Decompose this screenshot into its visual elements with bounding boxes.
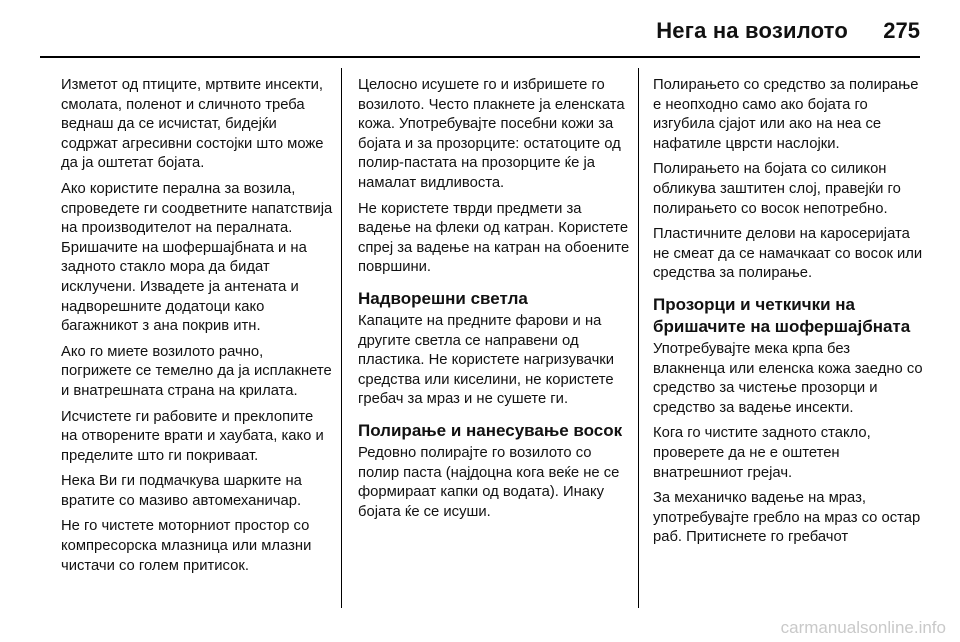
paragraph: Полирањето со средство за полирање е неопходно само ако бојата го изгубила сјајот или ако на неа се нафатиле цврсти наслојки. [653,77,919,152]
paragraph: Ако го миете возилото рачно, погрижете се темелно да ја исплакнете и внатрешната страна на крилата. [61,343,332,399]
section-heading: Надворешни светла [358,288,528,308]
column-divider-1 [341,68,342,608]
text-column-2 [358,76,630,528]
header-divider [40,56,920,58]
paragraph: Ако користите перална за возила, спроведете ги соодветните напатствија на производителот на пералната. Бришачите на шофершајбната и на задното стакло мора да бидат исклучени. Извадете ја антената и надворешните додатоци како багажникот з ана покрив итн. [61,180,333,335]
text-column-1 [61,76,333,582]
paragraph: Редовно полирајте го возилото со полир паста (најдоцна кога веќе не се формираат капки од водата). Инаку бојата ќе се исуши. [358,444,620,520]
paragraph: Не користете тврди предмети за вадење на флеки од катран. Користете спреј за вадење на катран на обоените површини. [358,200,630,276]
text-column-3 [653,76,925,554]
column-divider-2 [638,68,639,608]
paragraph: Исчистете ги рабовите и преклопите на отворените врати и хаубата, како и пределите што ги покриваат. [61,408,324,464]
paragraph: Изметот од птиците, мртвите инсекти, смолата, поленот и сличното треба веднаш да се исчистат, бидејќи содржат агресивни состојки што може да ја оштетат бојата. [61,77,324,172]
page-number: 275 [883,18,920,43]
paragraph: Не го чистете моторниот простор со компресорска млазница или млазни чистачи со голем притисок. [61,518,312,574]
paragraph: Полирањето на бојата со силикон обликува заштитен слој, правејќи го полирањето со восок непотребно. [653,161,901,217]
paragraph: За механичко вадење на мраз, употребувајте гребло на мраз со остар раб. Притиснете го гребачот [653,490,921,546]
paragraph: Употребувајте мека крпа без влакненца или еленска кожа заедно со средство за чистење прозорци и средство за вадење инсекти. [653,340,923,416]
paragraph: Кога го чистите задното стакло, проверете да не е оштетен внатрешниот грејач. [653,425,871,481]
page-header [0,0,960,66]
section-heading: Прозорци и четкички на бришачите на шофершајбната [653,294,911,336]
section-heading: Полирање и нанесување восок [358,420,623,440]
paragraph: Капаците на предните фарови и на другите светла се направени од пластика. Не користете нагризувачки средства или киселини, не користете гребач за мраз и не сушете ги. [358,312,615,408]
section-title: Нега на возилото [656,18,848,43]
watermark: carmanualsonline.info [780,618,946,637]
paragraph: Целосно исушете го и избришете го возилото. Често плакнете ја еленската кожа. Употребувајте посебни кожи за бојата и за прозорците: остатоците од полир-пастата на прозорците ќе ја намалат видливоста. [358,77,625,191]
paragraph: Пластичните делови на каросеријата не смеат да се намачкаат со восок или средства за полирање. [653,226,923,282]
paragraph: Нека Ви ги подмачкува шарките на вратите со мазиво автомеханичар. [61,473,302,509]
